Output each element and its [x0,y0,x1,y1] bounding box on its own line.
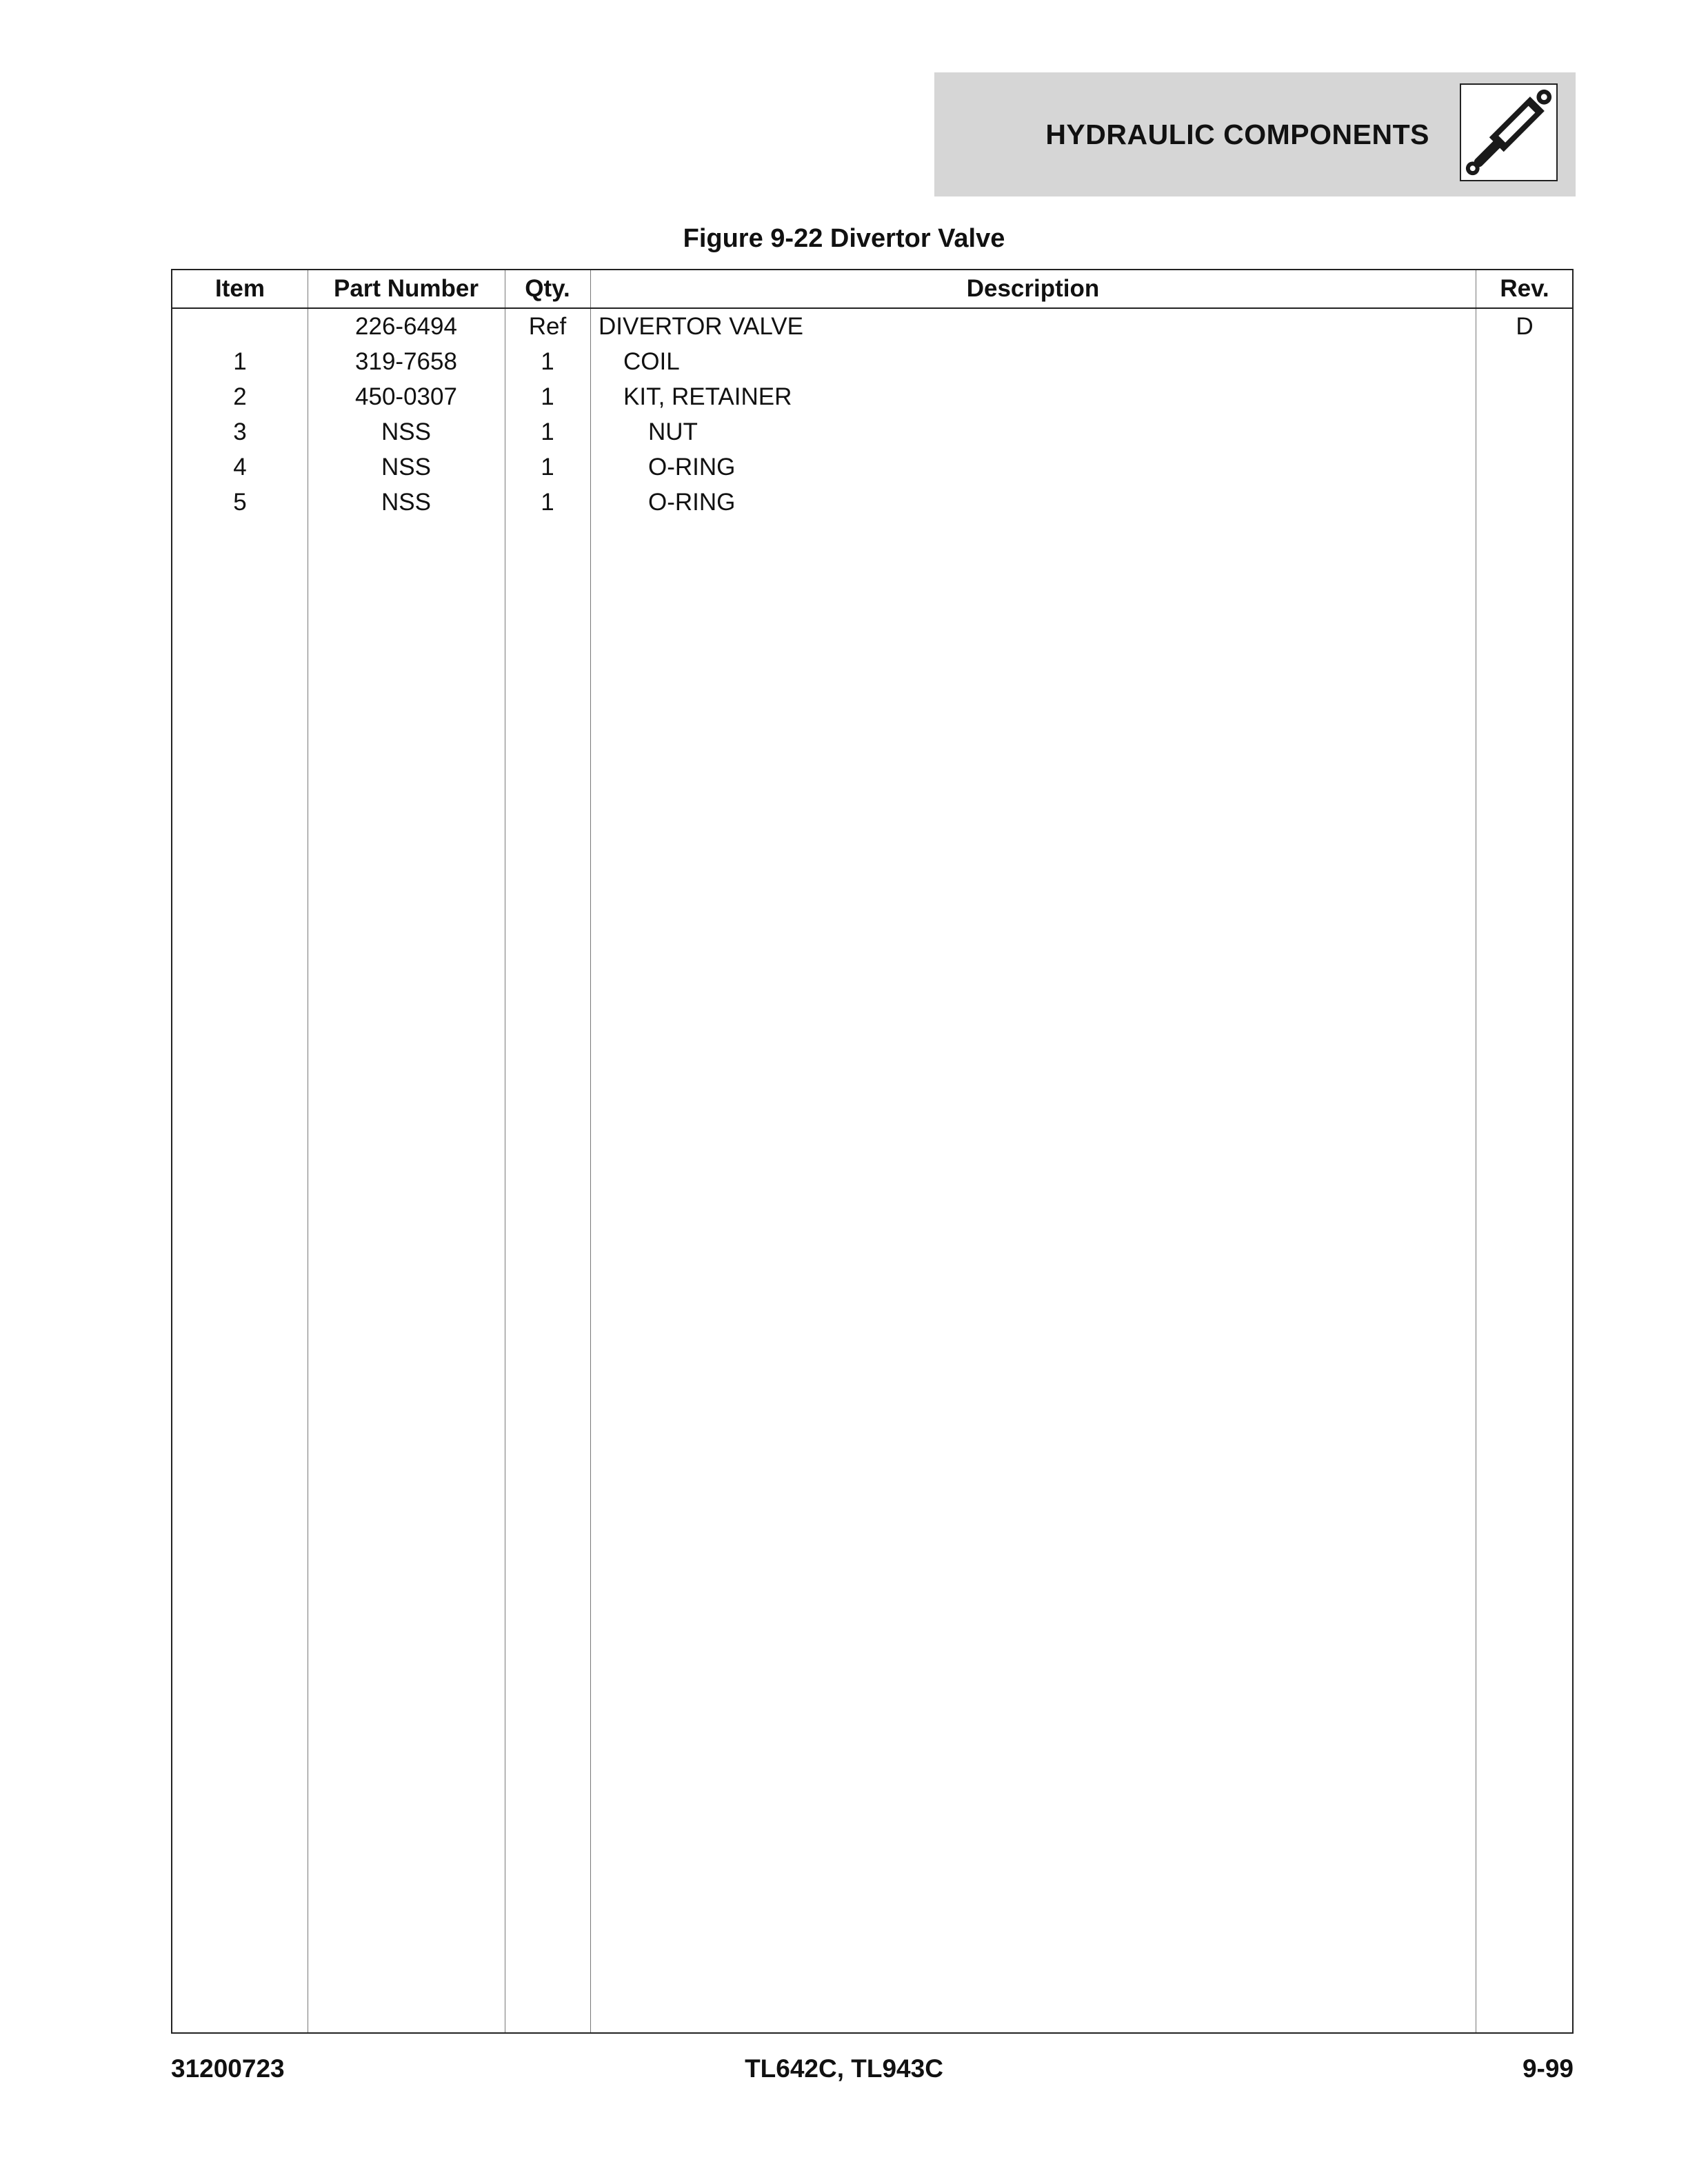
row-qty: 1 [541,454,554,481]
row-qty: 1 [541,383,554,410]
row-part-number: 226-6494 [355,313,457,340]
row-rev [1476,449,1574,485]
row-item: 4 [233,454,247,481]
row-item: 3 [233,418,247,445]
page-number: 9-99 [1522,2054,1574,2083]
row-rev: D [1516,313,1534,340]
header-description: Description [966,275,1100,302]
table-row [172,485,1572,520]
row-rev [1476,379,1574,414]
section-header [934,72,1576,196]
header-qty: Qty. [525,275,570,302]
header-item: Item [215,275,265,302]
row-part-number: 319-7658 [355,348,457,375]
row-description: O-RING [648,489,736,516]
row-item: 1 [233,348,247,375]
row-part-number: NSS [381,454,431,481]
model-numbers: TL642C, TL943C [745,2054,943,2083]
table-body [172,309,1572,520]
table-row [172,414,1572,449]
table-row [172,344,1572,379]
row-item [172,309,308,344]
row-description: COIL [623,348,680,375]
row-rev [1476,485,1574,520]
row-description: KIT, RETAINER [623,383,792,410]
hydraulic-cylinder-icon [1460,83,1558,181]
row-item: 2 [233,383,247,410]
figure-title: Figure 9-22 Divertor Valve [683,224,1005,253]
parts-table [171,269,1574,2034]
row-description: DIVERTOR VALVE [599,313,803,340]
row-qty: 1 [541,418,554,445]
row-description: O-RING [648,454,736,481]
column-divider [590,270,591,2032]
table-header [172,270,1572,309]
header-rev: Rev. [1500,275,1549,302]
row-qty: Ref [528,313,567,340]
row-description: NUT [648,418,698,445]
row-qty: 1 [541,489,554,516]
row-part-number: NSS [381,489,431,516]
row-rev [1476,414,1574,449]
header-part-number: Part Number [333,275,479,302]
table-row [172,449,1572,485]
row-item: 5 [233,489,247,516]
row-part-number: NSS [381,418,431,445]
table-row [172,379,1572,414]
section-title: HYDRAULIC COMPONENTS [1045,119,1429,150]
doc-number: 31200723 [171,2054,285,2083]
row-rev [1476,344,1574,379]
table-row [172,309,1572,344]
row-qty: 1 [541,348,554,375]
row-part-number: 450-0307 [355,383,457,410]
